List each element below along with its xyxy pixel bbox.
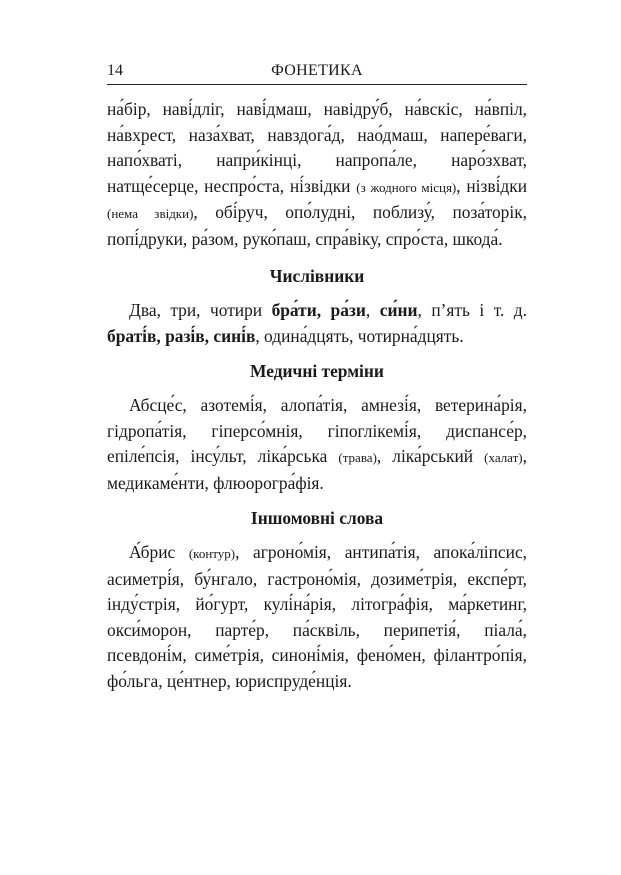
bold-term: си́ни	[379, 300, 418, 321]
note: (халат)	[484, 450, 523, 466]
text: , агроно́мія, антипа́тія, апока́ліпсис, асиметрі́я, бу́нгало, гастроно́мія, дозиме́трія, експе́рт, інду́стрія, йо́гурт, кулі́на́рія, літогра́фія, ма́ркетинг, окси́морон, парте́р, па́сквіль, перипетія́, піала́, псевдоні́м, симе́трія, синоні́мія, фено́мен, філантро́пія, фо́льга, це́нтнер, юриспруде́нція.	[107, 541, 528, 691]
note: (нема звідки)	[107, 206, 194, 222]
text: Абсце́с, азотемі́я, алопа́тія, амнезі́я, ветерина́рія, гідропа́тія, гіперсо́мнія, гіпоглікемі́я, диспансе́р, епіле́псія, інсу́льт, ліка́рська	[107, 394, 527, 467]
note: (з жодного місця)	[356, 179, 457, 195]
text: , одина́дцять, чотирна́дцять.	[255, 325, 464, 346]
page-number: 14	[107, 62, 123, 79]
text: Два, три, чотири	[129, 300, 272, 321]
text: , медикаме́нти, флюорогра́фія.	[107, 446, 527, 493]
text: ,	[365, 300, 380, 321]
running-header	[107, 60, 527, 85]
bold-term: бра́ти, ра́зи	[271, 300, 366, 321]
section-heading-medical: Медичні терміни	[250, 361, 384, 382]
text: на́бір, наві́дліг, наві́дмаш, навідру́б, на́вскіс, на́впіл, на́вхрест, наза́хват, навздога́д, нао́дмаш, напере́ваги, напо́хваті, напри́кінці, напропа́ле, наро́зхват, натще́серце, неспро́ста, ні́звідки	[107, 99, 527, 196]
text: , п’ять і т. д.	[417, 300, 527, 321]
section-heading-foreign: Іншомовні слова	[250, 508, 384, 529]
text: А́брис	[129, 541, 189, 562]
text: , нізві́дки	[456, 175, 527, 196]
numerals-paragraph	[107, 298, 527, 349]
note: (контур)	[188, 545, 236, 561]
note: (трава)	[338, 450, 377, 466]
foreign-paragraph	[107, 540, 527, 695]
adverbs-paragraph	[107, 97, 527, 253]
bold-term: браті́в, разі́в, сині́в	[107, 325, 256, 346]
page-body	[107, 97, 527, 694]
text: , обі́руч, опо́лудні, поблизу́, поза́торік, попі́друки, ра́зом, руко́паш, спра́віку, спро́ста, шкода́.	[107, 202, 527, 249]
medical-paragraph	[107, 393, 527, 496]
running-title: ФОНЕТИКА	[271, 62, 363, 79]
text: , ліка́рський	[376, 446, 485, 467]
section-heading-numerals: Числівники	[269, 265, 365, 286]
